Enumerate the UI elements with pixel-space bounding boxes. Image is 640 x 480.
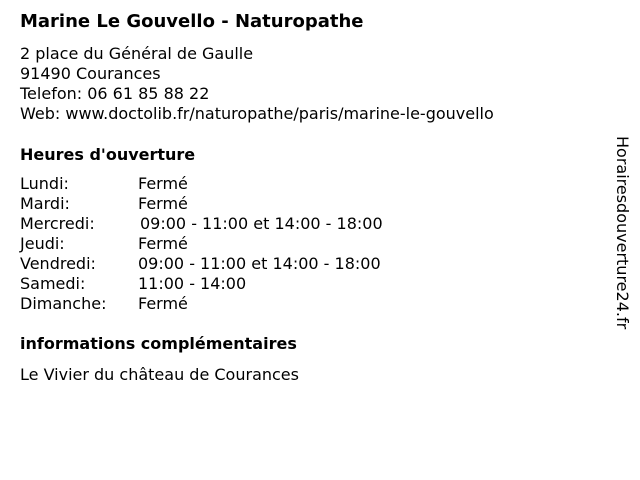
- day-hours: 09:00 - 11:00 et 14:00 - 18:00: [140, 214, 383, 233]
- info-text: Le Vivier du château de Courances: [20, 365, 299, 384]
- day-hours: Fermé: [138, 234, 188, 253]
- day-label: Dimanche:: [20, 294, 107, 313]
- day-hours: Fermé: [138, 194, 188, 213]
- info-heading: informations complémentaires: [20, 334, 297, 353]
- city-postcode: 91490 Courances: [20, 64, 161, 83]
- hours-heading: Heures d'ouverture: [20, 145, 196, 164]
- street-address: 2 place du Général de Gaulle: [20, 44, 254, 63]
- business-title: Marine Le Gouvello - Naturopathe: [20, 11, 364, 32]
- site-watermark: Horairesdouverture24.fr: [613, 136, 632, 330]
- day-hours: Fermé: [138, 174, 188, 193]
- day-label: Vendredi:: [20, 254, 96, 273]
- day-hours: Fermé: [138, 294, 188, 313]
- phone-number: Telefon: 06 61 85 88 22: [20, 84, 210, 103]
- day-hours: 11:00 - 14:00: [138, 274, 247, 293]
- day-label: Mercredi:: [20, 214, 95, 233]
- day-label: Samedi:: [20, 274, 86, 293]
- day-label: Lundi:: [20, 174, 69, 193]
- day-label: Mardi:: [20, 194, 70, 213]
- address-block: [20, 44, 494, 124]
- website-url: Web: www.doctolib.fr/naturopathe/paris/marine-le-gouvello: [20, 104, 494, 123]
- day-label: Jeudi:: [20, 234, 65, 253]
- day-hours: 09:00 - 11:00 et 14:00 - 18:00: [138, 254, 381, 273]
